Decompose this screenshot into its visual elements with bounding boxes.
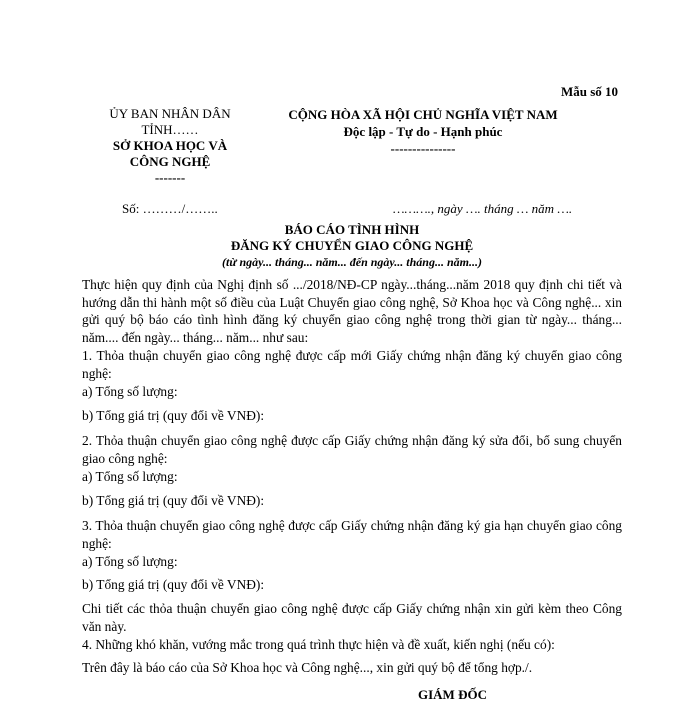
signatory-title: GIÁM ĐỐC: [418, 687, 487, 702]
details-paragraph: Chi tiết các thỏa thuận chuyển giao công nghệ được cấp Giấy chứng nhận xin gửi kèm theo Công văn này.: [82, 601, 622, 634]
section-1-a: a) Tổng số lượng:: [82, 384, 178, 399]
report-title: [82, 222, 622, 270]
section-1-b: b) Tổng giá trị (quy đổi về VNĐ):: [82, 408, 265, 423]
section-2-a: a) Tổng số lượng:: [82, 469, 178, 484]
section-3-a: a) Tổng số lượng:: [82, 554, 178, 569]
agency-line2: TỈNH……: [141, 122, 199, 137]
intro-paragraph: Thực hiện quy định của Nghị định số .../2018/NĐ-CP ngày...tháng...năm 2018 quy định chi tiết và hướng dẫn thi hành một số điều của Luật Chuyển giao công nghệ, Sở Khoa học và Công nghệ... xin gửi quý bộ báo cáo tình hình đăng ký chuyển giao công nghệ trong thời gian từ ngày... tháng... năm.... đến ngày... tháng... năm... như sau:: [82, 277, 622, 345]
section-3-b: b) Tổng giá trị (quy đổi về VNĐ):: [82, 577, 265, 592]
agency-line1: ỦY BAN NHÂN DÂN: [109, 106, 231, 121]
agency-line4: CÔNG NGHỆ: [129, 154, 211, 169]
section-1-heading: 1. Thỏa thuận chuyển giao công nghệ được cấp mới Giấy chứng nhận đăng ký chuyển giao công nghệ:: [82, 348, 622, 381]
title-period: (từ ngày... tháng... năm... đến ngày... tháng... năm...): [221, 255, 482, 269]
difficulties-line: 4. Những khó khăn, vướng mắc trong quá trình thực hiện và đề xuất, kiến nghị (nếu có):: [82, 637, 555, 652]
section-2-b: b) Tổng giá trị (quy đổi về VNĐ):: [82, 493, 265, 508]
section-2-heading: 2. Thỏa thuận chuyển giao công nghệ được cấp Giấy chứng nhận đăng ký sửa đổi, bổ sung chuyển giao công nghệ:: [82, 433, 622, 466]
agency-line3: SỞ KHOA HỌC VÀ: [112, 138, 228, 153]
section-3-heading: 3. Thỏa thuận chuyển giao công nghệ được cấp Giấy chứng nhận đăng ký gia hạn chuyển giao công nghệ:: [82, 518, 622, 551]
right-header: [278, 106, 568, 157]
national-title: CỘNG HÒA XÃ HỘI CHỦ NGHĨA VIỆT NAM: [288, 107, 558, 122]
national-motto: Độc lập - Tự do - Hạnh phúc: [343, 124, 503, 139]
left-header: [84, 106, 256, 186]
place-date: ………., ngày …. tháng … năm ….: [393, 201, 573, 216]
title-line2: ĐĂNG KÝ CHUYỂN GIAO CÔNG NGHỆ: [230, 238, 474, 253]
title-line1: BÁO CÁO TÌNH HÌNH: [284, 222, 420, 237]
agency-divider: -------: [154, 170, 186, 185]
closing-line: Trên đây là báo cáo của Sở Khoa học và Công nghệ..., xin gửi quý bộ để tổng hợp./.: [82, 660, 533, 675]
national-divider: ---------------: [390, 141, 456, 156]
document-number: Số: ………/……..: [122, 201, 218, 216]
form-number: Mẫu số 10: [560, 84, 618, 99]
